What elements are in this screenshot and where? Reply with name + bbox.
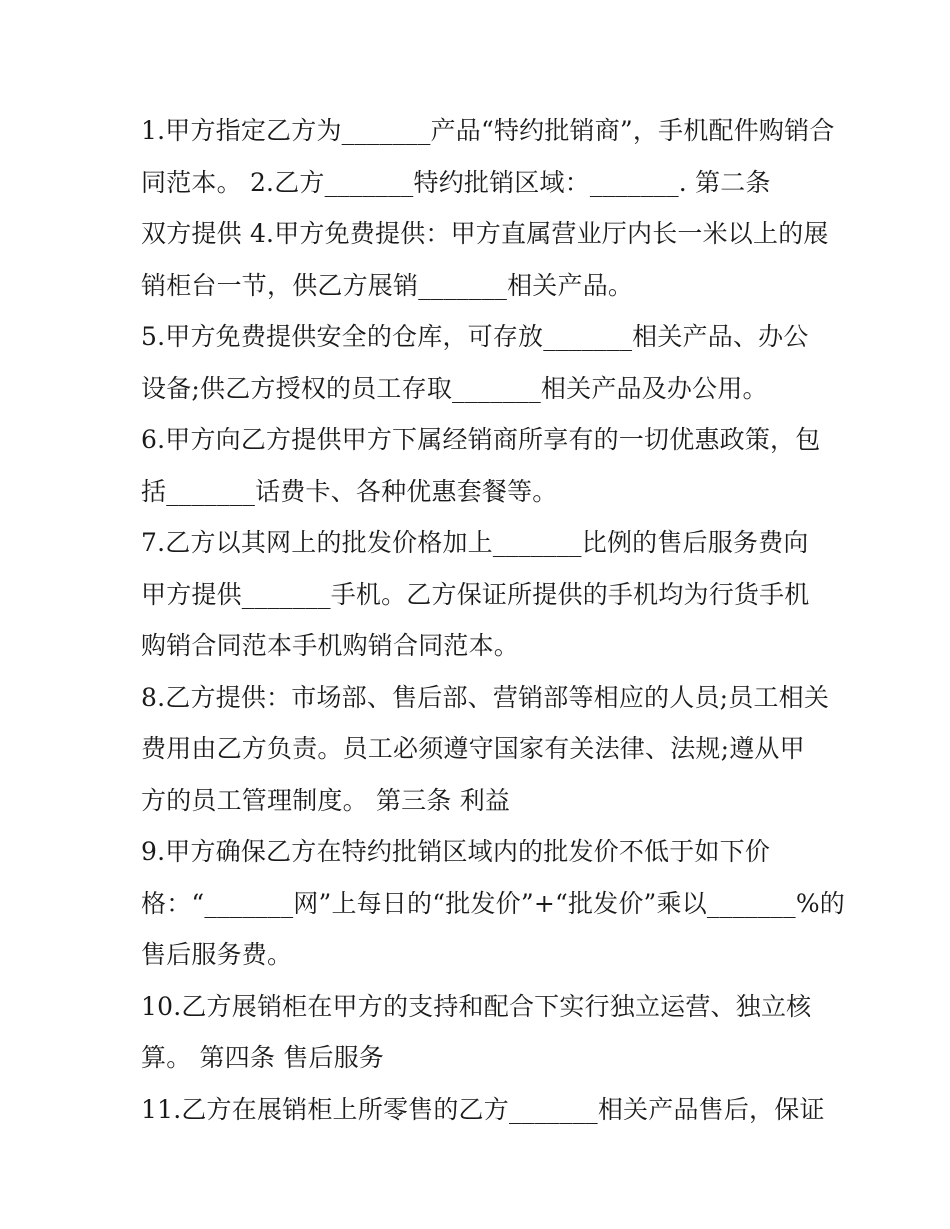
text-line: 7.乙方以其网上的批发价格加上_______比例的售后服务费向 bbox=[141, 528, 809, 557]
text-line: 8.乙方提供：市场部、售后部、营销部等相应的人员;员工相关 bbox=[141, 682, 830, 712]
text-line: 9.甲方确保乙方在特约批销区域内的批发价不低于如下价 bbox=[141, 837, 771, 866]
text-line: 方的员工管理制度。 第三条 利益 bbox=[141, 785, 511, 815]
text-line: 格：“_______网”上每日的“批发价”+“批发价”乘以_______%的 bbox=[141, 888, 845, 918]
text-line: 甲方提供_______手机。乙方保证所提供的手机均为行货手机 bbox=[141, 579, 810, 609]
text-line: 购销合同范本手机购销合同范本。 bbox=[141, 631, 520, 660]
text-line: 销柜台一节，供乙方展销_______相关产品。 bbox=[141, 270, 634, 300]
text-line: 10.乙方展销柜在甲方的支持和配合下实行独立运营、独立核 bbox=[141, 991, 812, 1021]
text-line: 同范本。 2.乙方_______特约批销区域：_______. 第二条 bbox=[141, 167, 771, 197]
text-line: 括_______话费卡、各种优惠套餐等。 bbox=[141, 476, 558, 506]
text-line: 设备;供乙方授权的员工存取_______相关产品及办公用。 bbox=[141, 373, 768, 403]
text-line: 售后服务费。 bbox=[141, 940, 293, 969]
text-line: 11.乙方在展销柜上所零售的乙方_______相关产品售后，保证 bbox=[141, 1094, 825, 1124]
document-body bbox=[141, 105, 845, 1135]
text-line: 6.甲方向乙方提供甲方下属经销商所享有的一切优惠政策，包 bbox=[141, 425, 821, 454]
text-line: 算。 第四条 售后服务 bbox=[141, 1043, 385, 1072]
text-line: 费用由乙方负责。员工必须遵守国家有关法律、法规;遵从甲 bbox=[141, 734, 805, 763]
text-line: 5.甲方免费提供安全的仓库，可存放_______相关产品、办公 bbox=[141, 322, 809, 351]
text-line: 1.甲方指定乙方为_______产品“特约批销商”，手机配件购销合 bbox=[141, 116, 835, 145]
text-line: 双方提供 4.甲方免费提供：甲方直属营业厅内长一米以上的展 bbox=[141, 219, 829, 248]
